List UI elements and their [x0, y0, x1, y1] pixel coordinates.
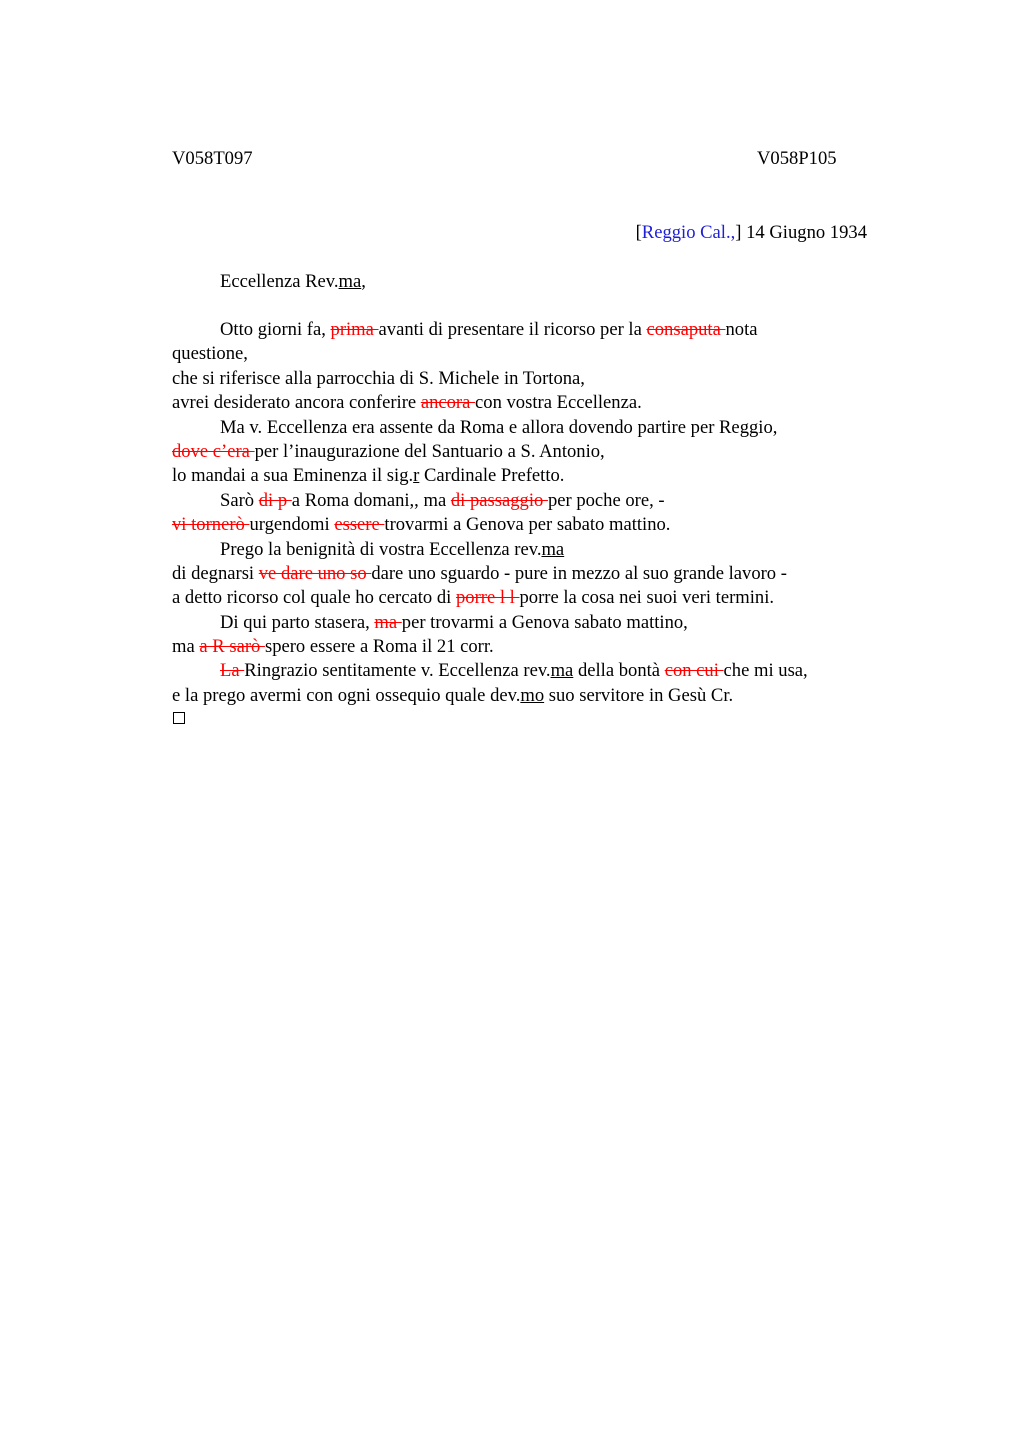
text-segment: della bontà: [573, 660, 665, 682]
text-segment: ma: [172, 636, 200, 658]
text-segment: urgendomi: [249, 514, 335, 536]
deleted-text: dove c’era: [172, 440, 255, 462]
text-segment: suo servitore in Gesù Cr.: [544, 684, 734, 706]
text-segment: per l’inaugurazione del Santuario a S. Antonio,: [254, 440, 605, 462]
text-segment: lo mandai a sua Eminenza il sig.: [172, 465, 414, 487]
text-segment: Prego la benignità di vostra Eccellenza rev.: [220, 538, 542, 560]
text-segment: che si riferisce alla parrocchia di S. Michele in Tortona,: [172, 367, 585, 389]
text-segment: a detto ricorso col quale ho cercato di: [172, 587, 456, 609]
date-line: [500, 222, 867, 244]
abbreviation-superscript: mo: [520, 684, 545, 706]
text-segment: questione,: [172, 343, 248, 365]
deleted-text: vi tornerò: [172, 514, 250, 536]
deleted-text: La: [220, 660, 245, 682]
text-line: [172, 416, 892, 440]
text-segment: avrei desiderato ancora conferire: [172, 392, 421, 414]
deleted-text: essere: [334, 514, 385, 536]
text-line: [172, 635, 892, 659]
text-segment: Sarò: [220, 489, 259, 511]
deleted-text: con cui: [664, 660, 724, 682]
text-line: [172, 611, 892, 635]
text-segment: con vostra Eccellenza.: [475, 392, 642, 414]
text-line: [172, 342, 892, 366]
text-segment: porre la cosa nei suoi veri termini.: [519, 587, 775, 609]
salutation: [220, 271, 366, 293]
text-segment: trovarmi a Genova per sabato mattino.: [384, 514, 671, 536]
text-segment: e la prego avermi con ogni ossequio quale dev.: [172, 684, 521, 706]
abbreviation-superscript: r: [413, 465, 420, 487]
bracket-close: ]: [735, 222, 742, 243]
text-segment: nota: [725, 319, 758, 340]
text-segment: a Roma domani,, ma: [291, 489, 451, 511]
text-segment: Ma v. Eccellenza era assente da Roma e allora dovendo partire per Reggio,: [220, 416, 778, 438]
text-line: [172, 318, 892, 342]
deleted-text: consaputa: [646, 319, 726, 340]
text-segment: di degnarsi: [172, 562, 259, 584]
text-line: [172, 684, 892, 708]
text-line: [172, 464, 892, 488]
text-segment: dare uno sguardo - pure in mezzo al suo grande lavoro -: [371, 562, 787, 584]
text-line: [172, 659, 892, 683]
text-segment: che mi usa,: [723, 660, 808, 682]
salutation-tail: ,: [361, 271, 366, 292]
deleted-text: ma: [374, 611, 402, 633]
salutation-abbrev: ma: [338, 271, 362, 292]
deleted-text: porre l l: [455, 587, 520, 609]
document-id-left: V058T097: [172, 148, 253, 169]
text-segment: per trovarmi a Genova sabato mattino,: [401, 611, 688, 633]
document-id-right: V058P105: [757, 148, 837, 169]
deleted-text: ve dare uno so: [258, 562, 372, 584]
text-segment: avanti di presentare il ricorso per la: [378, 319, 647, 340]
text-line: [172, 489, 892, 513]
place-name: Reggio Cal.,: [641, 222, 736, 243]
deleted-text: di passaggio: [450, 489, 548, 511]
text-line: [172, 391, 892, 415]
bracket-open: [: [635, 222, 642, 243]
text-line: [172, 586, 892, 610]
end-of-text-box-icon: [173, 712, 185, 724]
text-segment: per poche ore, -: [547, 489, 665, 511]
text-line: [172, 538, 892, 562]
text-segment: Di qui parto stasera,: [220, 611, 375, 633]
salutation-text: Eccellenza Rev.: [220, 271, 339, 292]
abbreviation-superscript: ma: [541, 538, 565, 560]
abbreviation-superscript: ma: [550, 660, 574, 682]
text-segment: Ringrazio sentitamente v. Eccellenza rev.: [244, 660, 551, 682]
deleted-text: di p: [258, 489, 292, 511]
text-line: [172, 440, 892, 464]
text-segment: Cardinale Prefetto.: [419, 465, 565, 487]
text-line: [172, 367, 892, 391]
deleted-text: a R sarò: [199, 636, 265, 658]
text-segment: Otto giorni fa,: [220, 319, 331, 340]
text-line: [172, 513, 892, 537]
deleted-text: prima: [330, 319, 379, 340]
text-segment: spero essere a Roma il 21 corr.: [264, 636, 494, 658]
text-line: [172, 562, 892, 586]
letter-date: 14 Giugno 1934: [741, 222, 867, 243]
letter-body: [172, 318, 892, 708]
deleted-text: ancora: [420, 392, 476, 414]
